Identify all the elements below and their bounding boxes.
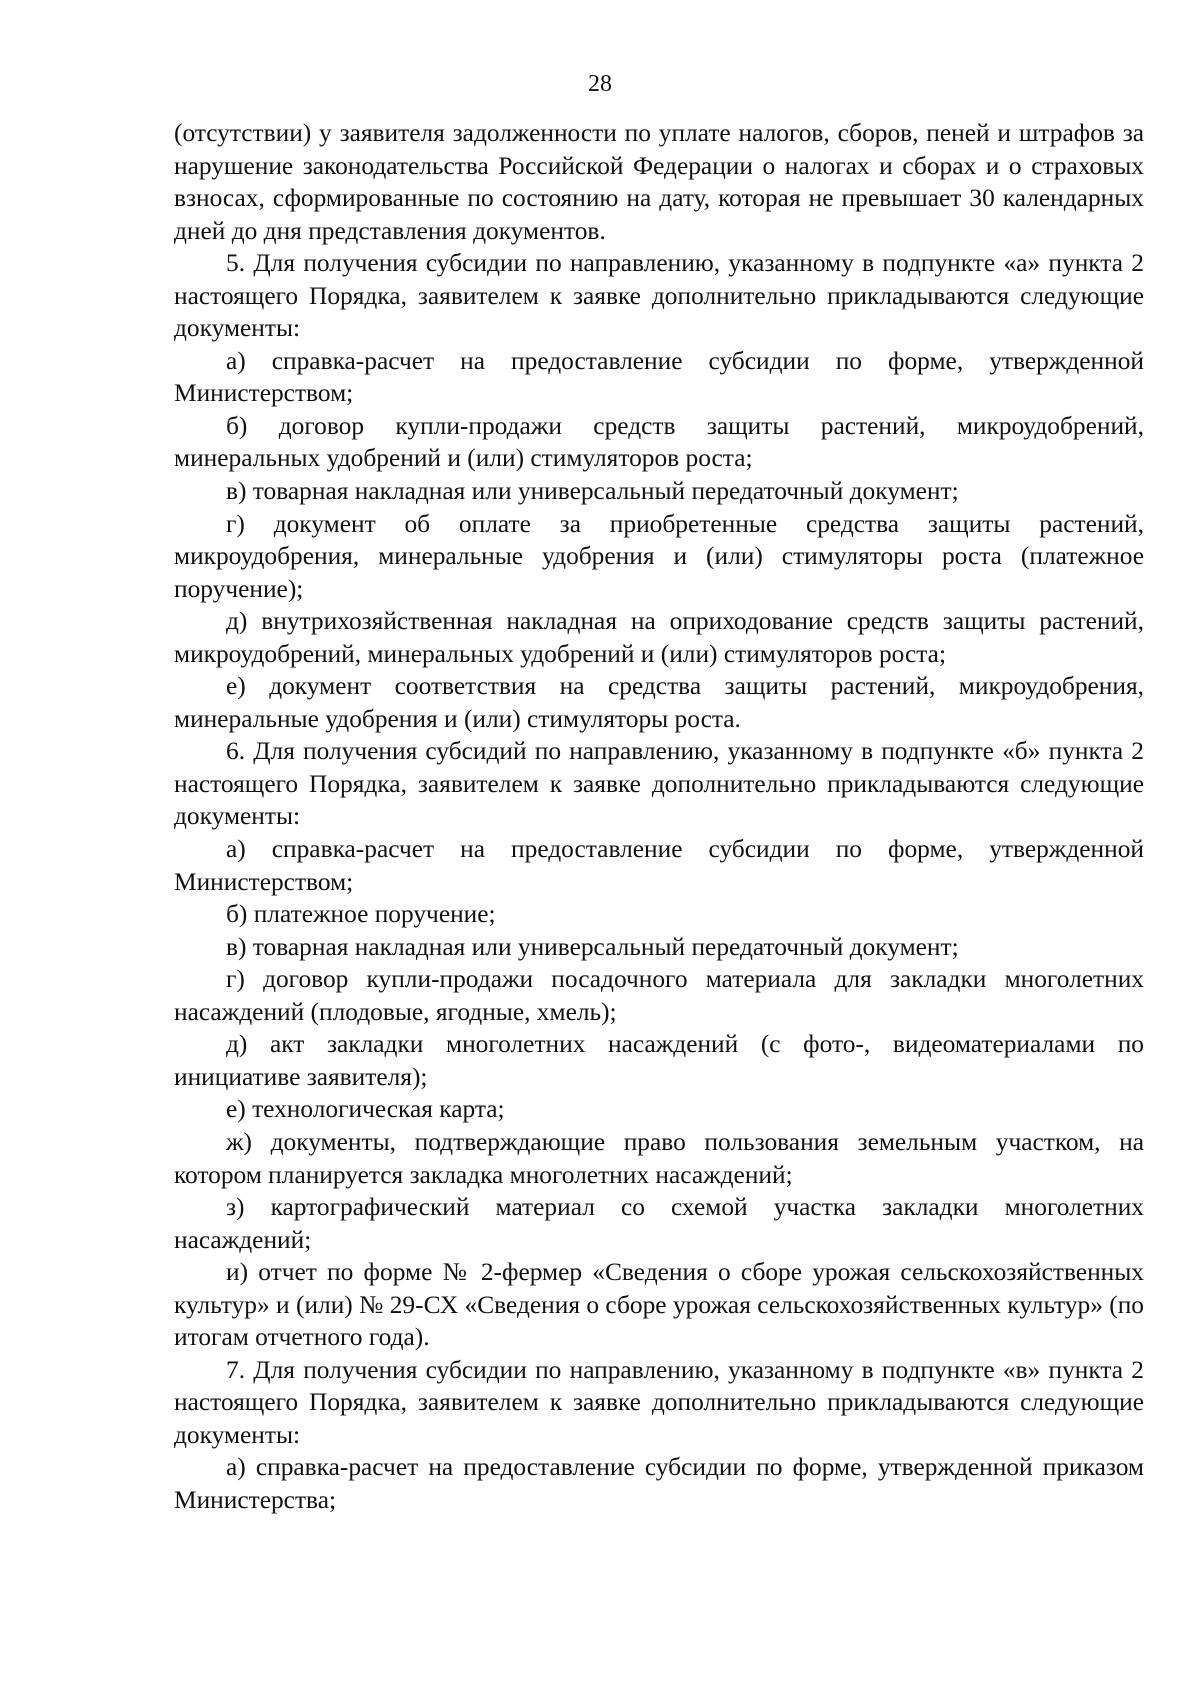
paragraph-item-6i: и) отчет по форме № 2-фермер «Сведения о сборе урожая сельскохозяйственных культур» и (или) № 29-СХ «Сведения о сборе урожая сельскохозяйственных культур» (по итогам отчетного года). bbox=[174, 1258, 1144, 1352]
paragraph-continuation: (отсутствии) у заявителя задолженности по уплате налогов, сборов, пеней и штрафов за нарушение законодательства Российской Федерации о налогах и сборах и о страховых взносах, сформированные по состоянию на дату, которая не превышает 30 календарных дней до дня представления документов. bbox=[174, 119, 1144, 245]
paragraph-item-5g: г) документ об оплате за приобретенные средства защиты растений, микроудобрения, минеральные удобрения и (или) стимуляторы роста (платежное поручение); bbox=[174, 509, 1144, 603]
paragraph-item-6zh: ж) документы, подтверждающие право пользования земельным участком, на котором планируется закладка многолетних насаждений; bbox=[174, 1127, 1144, 1189]
paragraph-item-6z: з) картографический материал со схемой участка закладки многолетних насаждений; bbox=[174, 1193, 1144, 1254]
document-body bbox=[174, 117, 1144, 1517]
paragraph-item-5b: б) договор купли-продажи средств защиты растений, микроудобрений, минеральных удобрений и (или) стимуляторов роста; bbox=[174, 411, 1144, 473]
page-number: 28 bbox=[588, 71, 612, 97]
paragraph-item-7: 7. Для получения субсидии по направлению, указанному в подпункте «в» пункта 2 настоящего Порядка, заявителем к заявке дополнительно прикладываются следующие документы: bbox=[174, 1355, 1144, 1449]
paragraph-item-6e: е) технологическая карта; bbox=[226, 1095, 505, 1124]
paragraph-item-5v: в) товарная накладная или универсальный передаточный документ; bbox=[226, 477, 959, 506]
paragraph-item-5d: д) внутрихозяйственная накладная на оприходование средств защиты растений, микроудобрений, минеральных удобрений и (или) стимуляторов роста; bbox=[174, 607, 1144, 668]
paragraph-item-6v: в) товарная накладная или универсальный передаточный документ; bbox=[226, 932, 959, 961]
paragraph-item-6a: а) справка-расчет на предоставление субсидии по форме, утвержденной Министерством; bbox=[174, 835, 1144, 896]
paragraph-item-6: 6. Для получения субсидий по направлению, указанному в подпункте «б» пункта 2 настоящего Порядка, заявителем к заявке дополнительно прикладываются следующие документы: bbox=[174, 737, 1144, 831]
paragraph-item-6b: б) платежное поручение; bbox=[226, 900, 496, 929]
paragraph-item-6g: г) договор купли-продажи посадочного материала для закладки многолетних насаждений (плодовые, ягодные, хмель); bbox=[174, 965, 1144, 1026]
paragraph-item-7a: а) справка-расчет на предоставление субсидии по форме, утвержденной приказом Министерства; bbox=[174, 1453, 1144, 1514]
paragraph-item-5a: а) справка-расчет на предоставление субсидии по форме, утвержденной Министерством; bbox=[174, 346, 1144, 408]
paragraph-item-5e: е) документ соответствия на средства защиты растений, микроудобрения, минеральные удобрения и (или) стимуляторы роста. bbox=[174, 672, 1144, 733]
paragraph-item-6d: д) акт закладки многолетних насаждений (с фото-, видеоматериалами по инициативе заявителя); bbox=[174, 1030, 1144, 1091]
paragraph-item-5: 5. Для получения субсидии по направлению, указанному в подпункте «а» пункта 2 настоящего Порядка, заявителем к заявке дополнительно прикладываются следующие документы: bbox=[174, 249, 1144, 343]
